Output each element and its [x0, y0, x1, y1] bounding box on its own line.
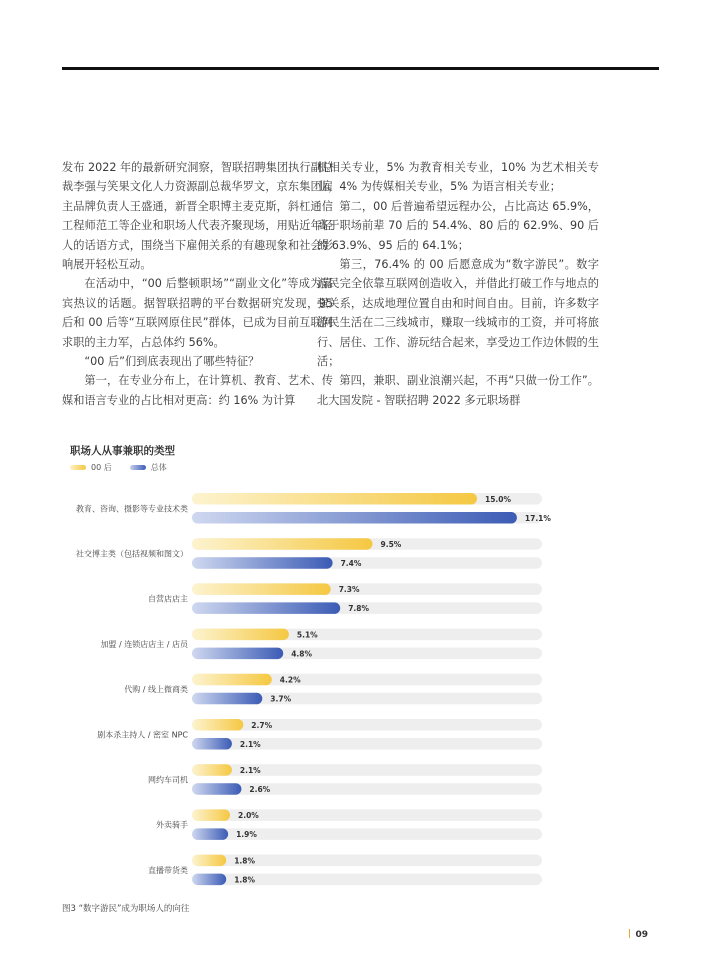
- category-label: 剧本杀主持人 / 密室 NPC: [97, 730, 188, 740]
- bar-total: [192, 783, 241, 795]
- data-label: 2.7%: [251, 720, 273, 730]
- bar-track: [192, 719, 542, 731]
- bar-00: [192, 719, 243, 731]
- category-label: 直播带货类: [148, 865, 188, 875]
- bar-total: [192, 738, 232, 750]
- left-paragraph: 第一，在专业分布上，在计算机、教育、艺术、传媒和语言专业的占比相对更高：约 16% 为计算: [62, 374, 333, 407]
- category-label: 社交博主类（包括视频和图文）: [76, 549, 188, 559]
- bar-00: [192, 538, 373, 550]
- right-paragraph: 第三，76.4% 的 00 后愿意成为“数字游民”。数字游民完全依靠互联网创造收入，并借此打破工作与地点的强关系，达成地理位置自由和时间自由。目前，许多数字游民生活在二三线城市，赚取一线城市的工资，并可将旅行、居住、工作、游玩结合起来，享受边工作边休假的生活；: [317, 258, 599, 369]
- right-paragraph: 第二，00 后普遍希望远程办公，占比高达 65.9%，高于职场前辈 70 后的 54.4%、80 后的 62.9%、90 后的 63.9%、95 后的 64.1%；: [317, 199, 599, 252]
- left-paragraph: “00 后”们到底表现出了哪些特征？: [84, 355, 260, 369]
- legend-label-00: 00 后: [91, 463, 112, 472]
- data-label: 9.5%: [380, 539, 402, 549]
- bar-00: [192, 629, 289, 641]
- bar-total: [192, 828, 228, 840]
- category-label: 外卖骑手: [156, 820, 188, 830]
- data-label: 5.1%: [296, 630, 318, 640]
- top-rule: [62, 67, 659, 70]
- bar-00: [192, 764, 232, 776]
- data-label: 17.1%: [524, 513, 551, 523]
- left-paragraph: 在活动中，“00 后整顿职场”“副业文化”等成为嘉宾热议的话题。据智联招聘的平台数据研究发现，95 后和 00 后等“互联网原住民”群体，已成为目前互联网求职的主力军，占总体约 56%。: [62, 277, 333, 349]
- data-label: 7.3%: [338, 585, 360, 595]
- category-label: 加盟 / 连锁店店主 / 店员: [100, 639, 188, 649]
- page-number-text: 09: [635, 930, 648, 940]
- bar-00: [192, 674, 272, 686]
- data-label: 2.6%: [249, 784, 271, 794]
- chart-title: 职场人从事兼职的类型: [70, 445, 175, 457]
- bar-total: [192, 874, 226, 886]
- category-label: 自营店店主: [148, 594, 188, 604]
- bar-track: [192, 783, 542, 795]
- bar-total: [192, 557, 333, 569]
- bar-00: [192, 493, 477, 505]
- figure-caption: 图3 “数字游民”成为职场人的向往: [62, 904, 190, 914]
- right-paragraph: 第四，兼职、副业浪潮兴起，不再“只做一份工作”。北大国发院 - 智联招聘 2022 多元职场群: [317, 374, 599, 407]
- data-label: 1.8%: [234, 856, 256, 866]
- data-label: 3.7%: [270, 694, 292, 704]
- category-label: 教育、咨询、摄影等专业技术类: [76, 504, 188, 514]
- data-label: 4.8%: [291, 649, 313, 659]
- data-label: 2.0%: [238, 811, 259, 821]
- bar-00: [192, 809, 230, 821]
- right-paragraph: 机相关专业，5% 为教育相关专业，10% 为艺术相关专业，4% 为传媒相关专业，5% 为语言相关专业；: [317, 161, 599, 194]
- data-label: 7.8%: [348, 604, 370, 614]
- text-column-left: [62, 158, 333, 410]
- bar-total: [192, 693, 262, 705]
- bar-total: [192, 648, 283, 660]
- page-number-marker: [629, 929, 630, 938]
- chart-plot: [62, 435, 562, 895]
- bar-chart: [62, 435, 562, 895]
- category-label: 代购 / 线上微商类: [124, 685, 188, 695]
- page-number: [629, 929, 648, 940]
- data-label: 1.9%: [236, 830, 257, 840]
- bar-total: [192, 512, 517, 524]
- data-label: 2.1%: [239, 765, 261, 775]
- data-label: 15.0%: [485, 494, 512, 504]
- bar-total: [192, 602, 340, 614]
- text-column-right: [317, 158, 599, 410]
- legend-label-total: 总体: [150, 463, 167, 472]
- data-label: 2.1%: [239, 739, 261, 749]
- left-paragraph: 发布 2022 年的最新研究洞察，智联招聘集团执行副总裁李强与笑果文化人力资源副总裁华罗文，京东集团雇主品牌负责人王盛通，新晋全职博主麦克斯，斜杠通信工程师范工等企业和职场人代表齐聚现场，用贴近年轻人的话语方式，围绕当下雇佣关系的有趣现象和社会影响展开轻松互动。: [62, 161, 333, 272]
- category-label: 网约车司机: [148, 775, 188, 785]
- bar-00: [192, 583, 331, 595]
- data-label: 1.8%: [234, 875, 256, 885]
- data-label: 4.2%: [279, 675, 301, 685]
- data-label: 7.4%: [340, 558, 362, 568]
- bar-00: [192, 855, 226, 867]
